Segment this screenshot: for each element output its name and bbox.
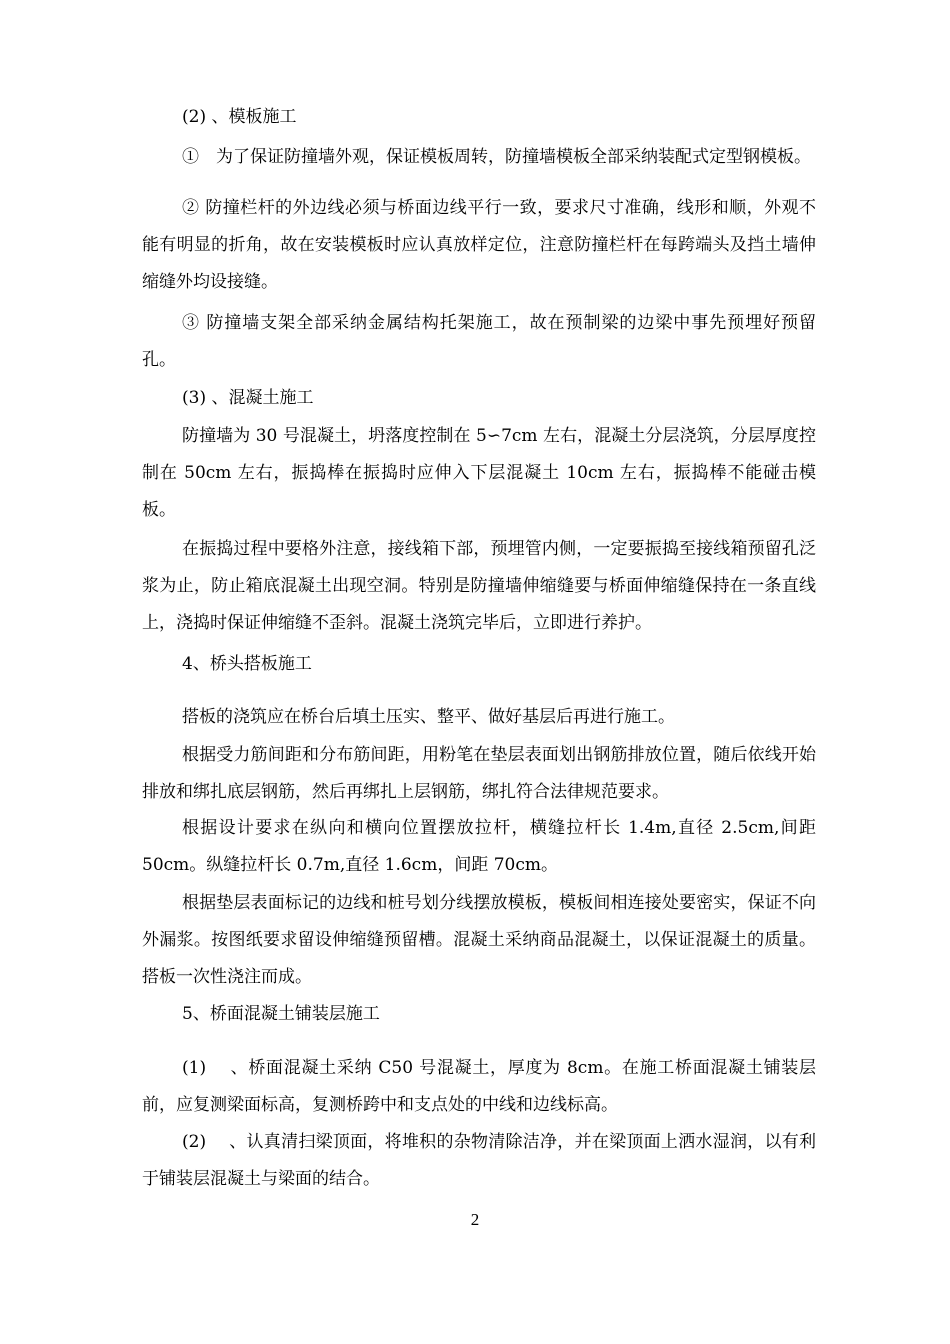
paragraph-concrete-1: 防撞墙为 30 号混凝土，坍落度控制在 5∽7cm 左右，混凝土分层浇筑，分层厚度控制在 50cm 左右，振捣棒在振捣时应伸入下层混凝土 10cm 左右，振捣棒不能碰击模板。 [142, 426, 816, 520]
heading-concrete: (3) 、混凝土施工 [182, 388, 314, 408]
paragraph-slab-4: 根据垫层表面标记的边线和桩号划分线摆放模板，模板间相连接处要密实，保证不向外漏浆。按图纸要求留设伸缩缝预留槽。混凝土采纳商品混凝土，以保证混凝土的质量。搭板一次性浇注而成。 [142, 893, 816, 987]
paragraph-concrete-2: 在振捣过程中要格外注意，接线箱下部，预埋管内侧，一定要振捣至接线箱预留孔泛浆为止，防止箱底混凝土出现空洞。特别是防撞墙伸缩缝要与桥面伸缩缝保持在一条直线上，浇捣时保证伸缩缝不歪斜。混凝土浇筑完毕后，立即进行养护。 [142, 539, 816, 633]
paragraph-slab-2: 根据受力筋间距和分布筋间距，用粉笔在垫层表面划出钢筋排放位置，随后依线开始排放和绑扎底层钢筋，然后再绑扎上层钢筋，绑扎符合法律规范要求。 [142, 745, 816, 802]
paragraph-slab-3: 根据设计要求在纵向和横向位置摆放拉杆，横缝拉杆长 1.4m,直径 2.5cm,间距 50cm。纵缝拉杆长 0.7m,直径 1.6cm，间距 70cm。 [142, 818, 816, 875]
paragraph-paving-1: (1) 、桥面混凝土采纳 C50 号混凝土，厚度为 8cm。在施工桥面混凝土铺装层前，应复测梁面标高，复测桥跨中和支点处的中线和边线标高。 [142, 1058, 816, 1115]
heading-deck-paving: 5、桥面混凝土铺装层施工 [182, 1004, 380, 1024]
paragraph-formwork-1: ① 为了保证防撞墙外观，保证模板周转，防撞墙模板全部采纳装配式定型钢模板。 [182, 147, 811, 167]
page-number: 2 [470, 1210, 480, 1229]
paragraph-formwork-3: ③ 防撞墙支架全部采纳金属结构托架施工，故在预制梁的边梁中事先预埋好预留孔。 [142, 313, 816, 370]
heading-approach-slab: 4、桥头搭板施工 [182, 654, 312, 674]
heading-formwork: (2) 、模板施工 [182, 107, 297, 127]
paragraph-formwork-2: ② 防撞栏杆的外边线必须与桥面边线平行一致，要求尺寸准确，线形和顺，外观不能有明显的折角，故在安装模板时应认真放样定位，注意防撞栏杆在每跨端头及挡土墙伸缩缝外均设接缝。 [142, 198, 816, 292]
paragraph-paving-2: (2) 、认真清扫梁顶面，将堆积的杂物清除洁净，并在梁顶面上洒水湿润，以有利于铺装层混凝土与梁面的结合。 [142, 1132, 816, 1189]
paragraph-slab-1: 搭板的浇筑应在桥台后填土压实、整平、做好基层后再进行施工。 [182, 707, 675, 727]
